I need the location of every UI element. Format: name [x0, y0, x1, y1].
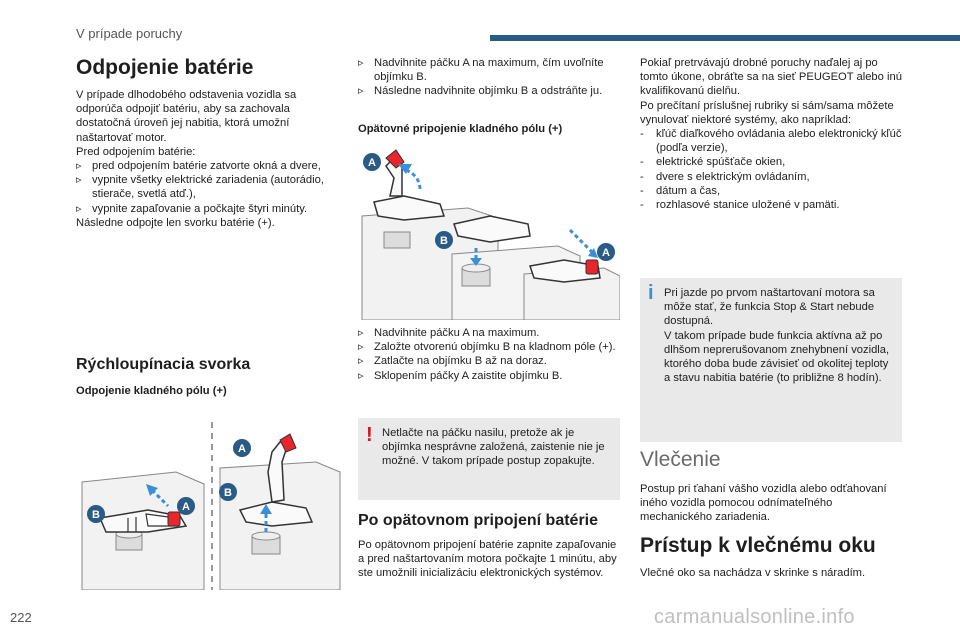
- reconnect-steps: [358, 326, 620, 383]
- label-a: A: [238, 443, 246, 455]
- after-reconnect-title: Po opätovnom pripojení batérie: [358, 512, 599, 529]
- dash-bullet-icon: -: [640, 128, 644, 141]
- info-box: [640, 278, 902, 442]
- info-text-2: V takom prípade bude funkcia aktívna až po dlhšom neprerušovanom znehybnení vozidla, ktorého doba bude závisieť od okolitej teploty a stavu nabitia batérie (to približne 8 hodín).: [664, 329, 890, 385]
- list-item: ▹ Sklopením páčky A zaistite objímku B.: [358, 369, 563, 382]
- warning-icon: !: [366, 424, 373, 446]
- page-title: Odpojenie batérie: [76, 56, 254, 79]
- after-paragraph: Následne odpojte len svorku batérie (+).: [76, 216, 275, 229]
- list-item: ▹ vypnite zapaľovanie a počkajte štyri minúty.: [76, 202, 308, 215]
- watermark: carmanualsonline.info: [654, 606, 855, 628]
- tow-eye-access-title: Prístup k vlečnému oku: [640, 534, 876, 557]
- page-number: 222: [10, 610, 32, 625]
- label-b: B: [440, 235, 448, 247]
- list-item: - elektrické spúšťače okien,: [640, 156, 786, 169]
- list-item: ▹ vypnite všetky elektrické zariadenia (autorádio, stierače, svetlá atď.),: [76, 174, 324, 201]
- list-item: ▹ Založte otvorenú objímku B na kladnom póle (+).: [358, 341, 616, 354]
- label-a: A: [368, 157, 376, 169]
- triangle-bullet-icon: ▹: [358, 57, 364, 69]
- info-icon: i: [648, 282, 654, 304]
- triangle-bullet-icon: ▹: [76, 160, 82, 173]
- list-item: ▹ Následne nadvihnite objímku B a odstráňte ju.: [358, 85, 603, 98]
- reconnect-label: Opätovné pripojenie kladného pólu (+): [358, 123, 563, 135]
- section-header: V prípade poruchy: [76, 26, 183, 41]
- intro-paragraph: V prípade dlhodobého odstavenia vozidla sa odporúča odpojiť batériu, aby sa zachovala dostatočná úroveň jej nabitia, ktorá umožní naštartovať motor.: [76, 89, 297, 144]
- dash-bullet-icon: -: [640, 156, 644, 169]
- warning-box: [358, 418, 620, 500]
- list-item: ▹ Zatlačte na objímku B až na doraz.: [358, 355, 547, 368]
- before-label: Pred odpojením batérie:: [76, 145, 196, 158]
- triangle-bullet-icon: ▹: [358, 341, 364, 354]
- triangle-bullet-icon: ▹: [76, 202, 82, 215]
- triangle-bullet-icon: ▹: [358, 85, 364, 98]
- list-item: ▹ Nadvihnite páčku A na maximum.: [358, 327, 540, 339]
- label-b: B: [224, 487, 232, 499]
- col3-text-block: [640, 56, 902, 212]
- triangle-bullet-icon: ▹: [358, 369, 364, 382]
- col2-top-bullets: [358, 56, 620, 99]
- towing-text: Postup pri ťahaní vášho vozidla alebo odťahovaní iného vozidla pomocou odnímateľného mechanického zariadenia.: [640, 483, 887, 524]
- dash-bullet-icon: -: [640, 170, 644, 183]
- list-item: - dvere s elektrickým ovládaním,: [640, 170, 810, 183]
- list-item: - kľúč diaľkového ovládania alebo elektronický kľúč (podľa verzie),: [640, 128, 902, 155]
- col1-text-block: [76, 88, 338, 230]
- triangle-bullet-icon: ▹: [358, 327, 364, 339]
- intro2-paragraph: Po prečítaní príslušnej rubriky si sám/sama môžete vynulovať niektoré systémy, ako napríklad:: [640, 99, 894, 126]
- label-a: A: [602, 247, 610, 259]
- intro-paragraph: Pokiaľ pretrvávajú drobné poruchy naďalej aj po tomto úkone, obráťte sa na sieť PEUGEOT alebo inú kvalifikovanú dielňu.: [640, 57, 902, 98]
- list-item: - rozhlasové stanice uložené v pamäti.: [640, 199, 840, 212]
- disconnect-figure: [76, 422, 342, 590]
- dash-bullet-icon: -: [640, 199, 644, 212]
- tow-eye-access-text: Vlečné oko sa nachádza v skrinke s náradím.: [640, 567, 866, 579]
- label-b: B: [92, 509, 100, 521]
- info-text-block: [664, 286, 894, 385]
- reconnect-figure: [358, 144, 620, 320]
- dash-bullet-icon: -: [640, 184, 644, 197]
- triangle-bullet-icon: ▹: [76, 174, 82, 187]
- header-accent-bar: [490, 35, 960, 41]
- warning-text: Netlačte na páčku nasilu, pretože ak je objímka nesprávne založená, zaistenie nie je možné. V takom prípade postup zopakujte.: [382, 427, 605, 468]
- info-text: Pri jazde po prvom naštartovaní motora sa môže stať, že funkcia Stop & Start nebude dostupná.: [664, 287, 875, 328]
- list-item: ▹ pred odpojením batérie zatvorte okná a dvere,: [76, 160, 321, 173]
- list-item: ▹ Nadvihnite páčku A na maximum, čím uvoľníte objímku B.: [358, 57, 604, 84]
- label-a: A: [182, 501, 190, 513]
- quick-clamp-title: Rýchloupínacia svorka: [76, 356, 251, 373]
- list-item: - dátum a čas,: [640, 184, 721, 197]
- disconnect-label: Odpojenie kladného pólu (+): [76, 385, 227, 397]
- towing-title: Vlečenie: [640, 448, 721, 471]
- triangle-bullet-icon: ▹: [358, 355, 364, 368]
- after-reconnect-text: Po opätovnom pripojení batérie zapnite zapaľovanie a pred naštartovaním motora počkajte 1 minútu, aby ste umožnili inicializáciu elektronických systémov.: [358, 539, 617, 580]
